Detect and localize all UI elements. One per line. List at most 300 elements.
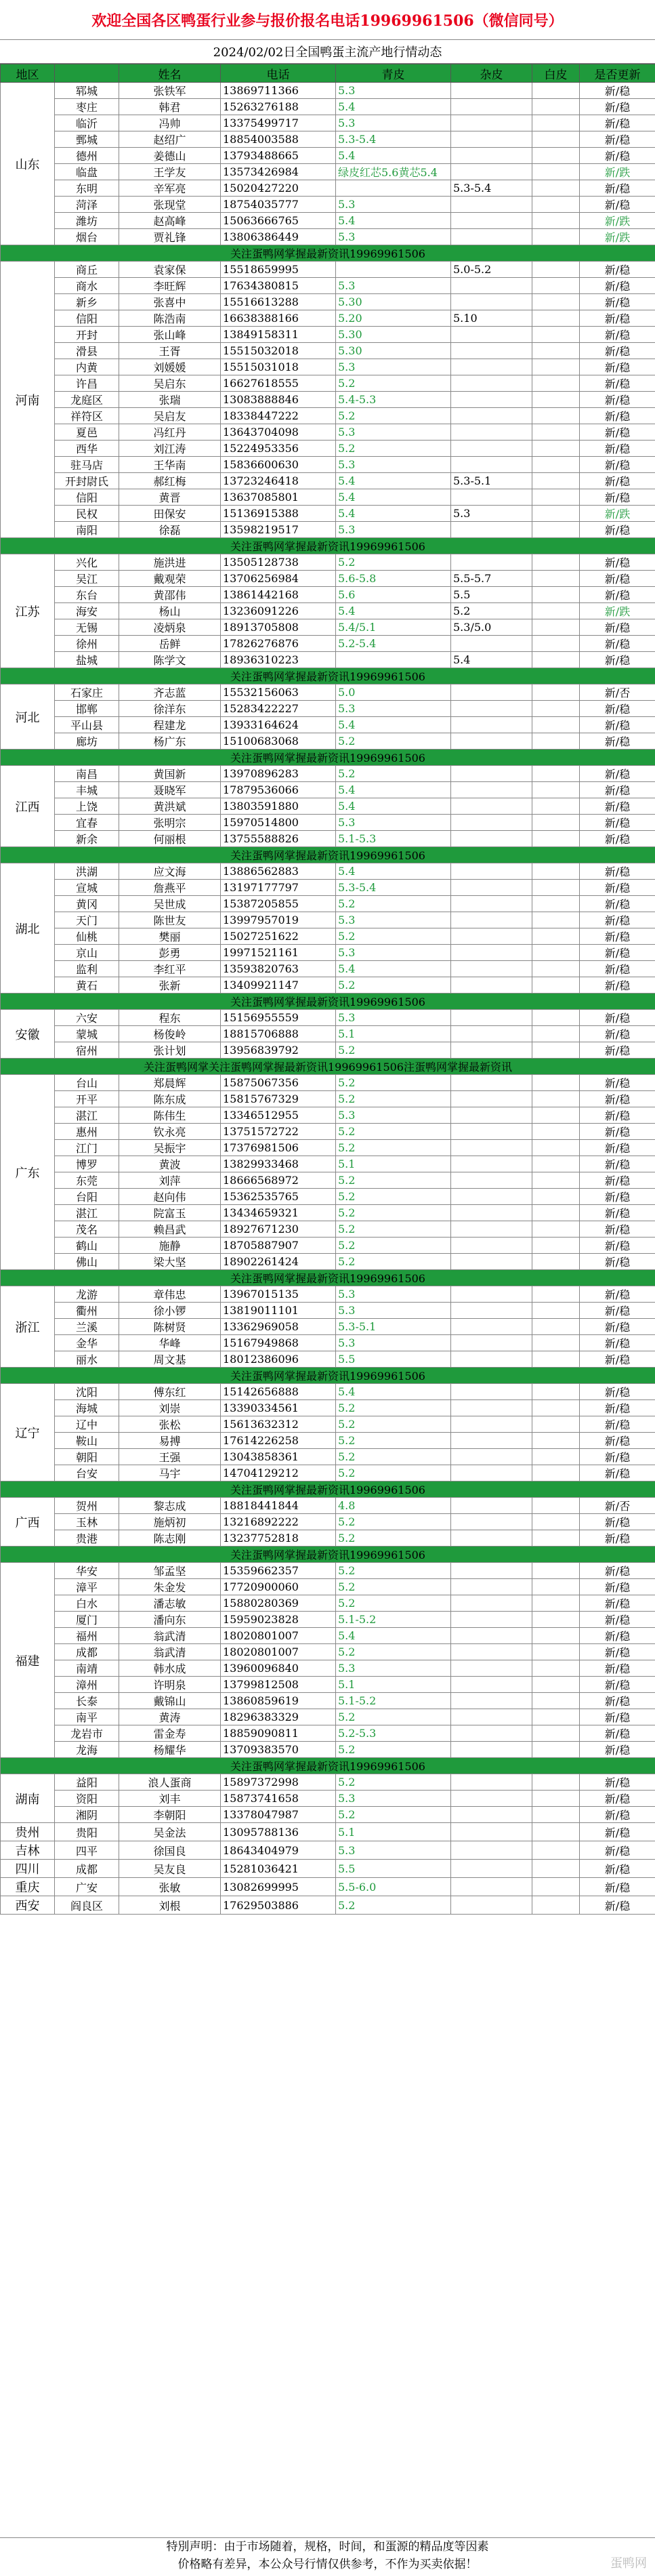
upd-cell: 新/稳 <box>580 1091 655 1107</box>
name-cell: 王学友 <box>119 164 221 180</box>
phone-cell: 15263276188 <box>221 99 336 115</box>
white-cell <box>532 1303 580 1319</box>
name-cell: 钦永亮 <box>119 1124 221 1140</box>
phone-cell: 13869711366 <box>221 83 336 99</box>
header-white-shell: 白皮 <box>532 64 580 83</box>
table-row <box>1 554 655 571</box>
green-cell: 5.3 <box>336 83 451 99</box>
green-cell: 5.3-5.4 <box>336 131 451 148</box>
upd-cell: 新/稳 <box>580 294 655 310</box>
name-cell: 韩君 <box>119 99 221 115</box>
table-row <box>1 1791 655 1807</box>
table-row <box>1 164 655 180</box>
upd-cell: 新/稳 <box>580 1530 655 1547</box>
city-cell: 上饶 <box>55 798 119 815</box>
green-cell: 5.4 <box>336 473 451 489</box>
table-row <box>1 1010 655 1026</box>
table-row <box>1 180 655 197</box>
city-cell: 无锡 <box>55 619 119 636</box>
phone-cell: 18927671230 <box>221 1221 336 1238</box>
white-cell <box>532 83 580 99</box>
city-cell: 兴化 <box>55 554 119 571</box>
green-cell: 5.2 <box>336 408 451 424</box>
white-cell <box>532 1660 580 1677</box>
table-row <box>1 375 655 392</box>
table-row <box>1 262 655 278</box>
white-cell <box>532 424 580 441</box>
mixed-cell: 5.4 <box>451 652 532 668</box>
city-cell: 潍坊 <box>55 213 119 229</box>
mixed-cell <box>451 1042 532 1059</box>
upd-cell: 新/稳 <box>580 424 655 441</box>
green-cell: 5.3-5.4 <box>336 880 451 896</box>
phone-cell: 14704129212 <box>221 1465 336 1481</box>
table-row <box>1 1319 655 1335</box>
white-cell <box>532 652 580 668</box>
city-cell: 四平 <box>55 1841 119 1860</box>
upd-cell: 新/稳 <box>580 392 655 408</box>
header-name: 姓名 <box>119 64 221 83</box>
mixed-cell <box>451 977 532 994</box>
phone-cell: 18936310223 <box>221 652 336 668</box>
white-cell <box>532 294 580 310</box>
city-cell: 开封 <box>55 327 119 343</box>
green-cell: 5.4 <box>336 782 451 798</box>
upd-cell: 新/稳 <box>580 945 655 961</box>
phone-cell: 15515031018 <box>221 359 336 375</box>
green-cell: 5.5-6.0 <box>336 1878 451 1896</box>
city-cell: 博罗 <box>55 1156 119 1172</box>
phone-cell: 13637085801 <box>221 489 336 506</box>
header-city <box>55 64 119 83</box>
upd-cell: 新/稳 <box>580 359 655 375</box>
white-cell <box>532 1595 580 1612</box>
city-cell: 天门 <box>55 912 119 928</box>
name-cell: 吴启东 <box>119 375 221 392</box>
green-cell: 5.2 <box>336 1742 451 1758</box>
phone-cell: 18012386096 <box>221 1351 336 1368</box>
green-cell: 5.2 <box>336 1579 451 1595</box>
city-cell: 辽中 <box>55 1416 119 1433</box>
name-cell: 朱金发 <box>119 1579 221 1595</box>
white-cell <box>532 701 580 717</box>
upd-cell: 新/稳 <box>580 327 655 343</box>
green-cell <box>336 262 451 278</box>
city-cell: 金华 <box>55 1335 119 1351</box>
table-row <box>1 1579 655 1595</box>
mixed-cell <box>451 375 532 392</box>
table-row <box>1 1595 655 1612</box>
city-cell: 商丘 <box>55 262 119 278</box>
white-cell <box>532 1042 580 1059</box>
upd-cell: 新/稳 <box>580 489 655 506</box>
city-cell: 郓城 <box>55 83 119 99</box>
table-row <box>1 99 655 115</box>
mixed-cell <box>451 1107 532 1124</box>
table-row <box>1 359 655 375</box>
upd-cell: 新/稳 <box>580 961 655 977</box>
upd-cell: 新/跌 <box>580 213 655 229</box>
name-cell: 郑晨辉 <box>119 1075 221 1091</box>
name-cell: 岳鲜 <box>119 636 221 652</box>
white-cell <box>532 1449 580 1465</box>
white-cell <box>532 1433 580 1449</box>
white-cell <box>532 359 580 375</box>
phone-cell: 13434659321 <box>221 1205 336 1221</box>
table-row <box>1 1221 655 1238</box>
notice-row <box>1 538 655 554</box>
mixed-cell <box>451 1725 532 1742</box>
name-cell: 马宇 <box>119 1465 221 1481</box>
region-cell: 河南 <box>1 262 55 538</box>
phone-cell: 13593820763 <box>221 961 336 977</box>
upd-cell: 新/稳 <box>580 262 655 278</box>
header-region: 地区 <box>1 64 55 83</box>
name-cell: 戴观荣 <box>119 571 221 587</box>
white-cell <box>532 1254 580 1270</box>
name-cell: 张明宗 <box>119 815 221 831</box>
upd-cell: 新/稳 <box>580 1612 655 1628</box>
name-cell: 杨俊岭 <box>119 1026 221 1042</box>
city-cell: 临沂 <box>55 115 119 131</box>
table-row <box>1 1628 655 1644</box>
green-cell: 5.4/5.1 <box>336 619 451 636</box>
table-row <box>1 733 655 750</box>
city-cell: 南昌 <box>55 766 119 782</box>
price-table <box>0 64 655 1915</box>
city-cell: 南阳 <box>55 522 119 538</box>
white-cell <box>532 912 580 928</box>
name-cell: 应文海 <box>119 863 221 880</box>
name-cell: 华峰 <box>119 1335 221 1351</box>
white-cell <box>532 1742 580 1758</box>
phone-cell: 13197177797 <box>221 880 336 896</box>
table-row <box>1 1774 655 1791</box>
white-cell <box>532 278 580 294</box>
phone-cell: 15100683068 <box>221 733 336 750</box>
table-row <box>1 392 655 408</box>
table-row <box>1 441 655 457</box>
phone-cell: 18666568972 <box>221 1172 336 1189</box>
city-cell: 南平 <box>55 1709 119 1725</box>
header-mixed-shell: 杂皮 <box>451 64 532 83</box>
phone-cell: 13598219517 <box>221 522 336 538</box>
name-cell: 吴启友 <box>119 408 221 424</box>
upd-cell: 新/跌 <box>580 603 655 619</box>
table-row <box>1 863 655 880</box>
phone-cell: 13083888846 <box>221 392 336 408</box>
upd-cell: 新/稳 <box>580 1384 655 1400</box>
green-cell: 5.2-5.4 <box>336 636 451 652</box>
table-header-row <box>1 64 655 83</box>
white-cell <box>532 408 580 424</box>
city-cell: 黄石 <box>55 977 119 994</box>
green-cell: 5.2 <box>336 1091 451 1107</box>
name-cell: 陈浩南 <box>119 310 221 327</box>
green-cell: 5.2 <box>336 1042 451 1059</box>
white-cell <box>532 310 580 327</box>
phone-cell: 13082699995 <box>221 1878 336 1896</box>
table-row <box>1 603 655 619</box>
region-cell: 江苏 <box>1 554 55 668</box>
name-cell: 黄涛 <box>119 1709 221 1725</box>
name-cell: 辛军亮 <box>119 180 221 197</box>
name-cell: 张铁军 <box>119 83 221 99</box>
city-cell: 开平 <box>55 1091 119 1107</box>
mixed-cell <box>451 701 532 717</box>
phone-cell: 13997957019 <box>221 912 336 928</box>
mixed-cell <box>451 1514 532 1530</box>
city-cell: 南靖 <box>55 1660 119 1677</box>
mixed-cell <box>451 83 532 99</box>
name-cell: 徐国良 <box>119 1841 221 1860</box>
city-cell: 京山 <box>55 945 119 961</box>
green-cell: 5.1 <box>336 1156 451 1172</box>
city-cell: 广安 <box>55 1878 119 1896</box>
name-cell: 施洪进 <box>119 554 221 571</box>
city-cell: 丰城 <box>55 782 119 798</box>
name-cell: 杨广东 <box>119 733 221 750</box>
upd-cell: 新/跌 <box>580 164 655 180</box>
table-row <box>1 571 655 587</box>
city-cell: 吴江 <box>55 571 119 587</box>
mixed-cell <box>451 1221 532 1238</box>
table-row <box>1 815 655 831</box>
name-cell: 郝红梅 <box>119 473 221 489</box>
white-cell <box>532 1677 580 1693</box>
table-row <box>1 1075 655 1091</box>
name-cell: 翁武清 <box>119 1644 221 1660</box>
mixed-cell <box>451 115 532 131</box>
mixed-cell <box>451 554 532 571</box>
green-cell: 5.2 <box>336 928 451 945</box>
phone-cell: 13860859619 <box>221 1693 336 1709</box>
name-cell: 张喜中 <box>119 294 221 310</box>
mixed-cell <box>451 1612 532 1628</box>
phone-cell: 13709383570 <box>221 1742 336 1758</box>
mixed-cell <box>451 392 532 408</box>
upd-cell: 新/稳 <box>580 1823 655 1841</box>
notice-row <box>1 1059 655 1075</box>
phone-cell: 15020427220 <box>221 180 336 197</box>
white-cell <box>532 1563 580 1579</box>
phone-cell: 15613632312 <box>221 1416 336 1433</box>
banner-title: 欢迎全国各区鸭蛋行业参与报价报名电话19969961506（微信同号） <box>0 0 655 40</box>
notice-row <box>1 847 655 863</box>
mixed-cell <box>451 1644 532 1660</box>
green-cell: 5.4 <box>336 863 451 880</box>
table-row <box>1 1563 655 1579</box>
phone-cell: 13236091226 <box>221 603 336 619</box>
green-cell: 5.5 <box>336 1860 451 1878</box>
white-cell <box>532 213 580 229</box>
city-cell: 仙桃 <box>55 928 119 945</box>
phone-cell: 13362969058 <box>221 1319 336 1335</box>
table-row <box>1 766 655 782</box>
white-cell <box>532 131 580 148</box>
name-cell: 黄波 <box>119 1156 221 1172</box>
table-row <box>1 115 655 131</box>
mixed-cell <box>451 1351 532 1368</box>
name-cell: 赵高峰 <box>119 213 221 229</box>
white-cell <box>532 603 580 619</box>
white-cell <box>532 375 580 392</box>
upd-cell: 新/稳 <box>580 1896 655 1915</box>
table-row <box>1 1172 655 1189</box>
table-row <box>1 1465 655 1481</box>
phone-cell: 17614226258 <box>221 1433 336 1449</box>
name-cell: 翁武清 <box>119 1628 221 1644</box>
city-cell: 徐州 <box>55 636 119 652</box>
white-cell <box>532 782 580 798</box>
white-cell <box>532 554 580 571</box>
upd-cell: 新/稳 <box>580 1841 655 1860</box>
disclaimer-line-2: 价格略有差异，本公众号行情仅供参考，不作为买卖依据！ <box>0 2556 655 2573</box>
name-cell: 杨耀华 <box>119 1742 221 1758</box>
mixed-cell <box>451 1400 532 1416</box>
phone-cell: 18913705808 <box>221 619 336 636</box>
table-row <box>1 1693 655 1709</box>
city-cell: 监利 <box>55 961 119 977</box>
white-cell <box>532 928 580 945</box>
name-cell: 李朝阳 <box>119 1807 221 1823</box>
name-cell: 张现堂 <box>119 197 221 213</box>
city-cell: 驻马店 <box>55 457 119 473</box>
phone-cell: 13043858361 <box>221 1449 336 1465</box>
table-row <box>1 1254 655 1270</box>
mixed-cell <box>451 1124 532 1140</box>
upd-cell: 新/稳 <box>580 310 655 327</box>
upd-cell: 新/稳 <box>580 1878 655 1896</box>
white-cell <box>532 229 580 245</box>
white-cell <box>532 197 580 213</box>
city-cell: 夏邑 <box>55 424 119 441</box>
mixed-cell <box>451 359 532 375</box>
region-cell: 重庆 <box>1 1878 55 1896</box>
green-cell: 绿皮红芯5.6黄芯5.4 <box>336 164 451 180</box>
phone-cell: 17879536066 <box>221 782 336 798</box>
white-cell <box>532 441 580 457</box>
green-cell: 5.4 <box>336 717 451 733</box>
mixed-cell <box>451 164 532 180</box>
green-cell: 5.2 <box>336 1205 451 1221</box>
table-row <box>1 522 655 538</box>
phone-cell: 15880280369 <box>221 1595 336 1612</box>
name-cell: 贾礼锋 <box>119 229 221 245</box>
table-body <box>1 83 655 1915</box>
name-cell: 姜德山 <box>119 148 221 164</box>
phone-cell: 17720900060 <box>221 1579 336 1595</box>
mixed-cell: 5.0-5.2 <box>451 262 532 278</box>
green-cell: 5.2 <box>336 1807 451 1823</box>
phone-cell: 13237752818 <box>221 1530 336 1547</box>
table-row <box>1 148 655 164</box>
phone-cell: 15387205855 <box>221 896 336 912</box>
city-cell: 石家庄 <box>55 684 119 701</box>
name-cell: 潘向东 <box>119 1612 221 1628</box>
table-row <box>1 1841 655 1860</box>
city-cell: 内黄 <box>55 359 119 375</box>
city-cell: 贺州 <box>55 1498 119 1514</box>
white-cell <box>532 977 580 994</box>
upd-cell: 新/稳 <box>580 896 655 912</box>
white-cell <box>532 1319 580 1335</box>
phone-cell: 17826276876 <box>221 636 336 652</box>
upd-cell: 新/稳 <box>580 1725 655 1742</box>
white-cell <box>532 1075 580 1091</box>
name-cell: 易搏 <box>119 1433 221 1449</box>
table-row <box>1 1742 655 1758</box>
name-cell: 彭勇 <box>119 945 221 961</box>
green-cell: 5.3 <box>336 1660 451 1677</box>
upd-cell: 新/稳 <box>580 928 655 945</box>
upd-cell: 新/稳 <box>580 1449 655 1465</box>
white-cell <box>532 1807 580 1823</box>
header-updated: 是否更新 <box>580 64 655 83</box>
city-cell: 成都 <box>55 1644 119 1660</box>
mixed-cell <box>451 489 532 506</box>
green-cell: 5.1 <box>336 1823 451 1841</box>
city-cell: 信阳 <box>55 489 119 506</box>
phone-cell: 13933164624 <box>221 717 336 733</box>
city-cell: 新乡 <box>55 294 119 310</box>
region-cell: 四川 <box>1 1860 55 1878</box>
green-cell: 5.2 <box>336 1172 451 1189</box>
green-cell: 5.6-5.8 <box>336 571 451 587</box>
name-cell: 吴友良 <box>119 1860 221 1878</box>
city-cell: 阎良区 <box>55 1896 119 1915</box>
city-cell: 湘阴 <box>55 1807 119 1823</box>
name-cell: 冯帅 <box>119 115 221 131</box>
table-row <box>1 457 655 473</box>
name-cell: 杨山 <box>119 603 221 619</box>
name-cell: 刘根 <box>119 1896 221 1915</box>
phone-cell: 18020801007 <box>221 1628 336 1644</box>
phone-cell: 13375499717 <box>221 115 336 131</box>
upd-cell: 新/稳 <box>580 815 655 831</box>
green-cell: 4.8 <box>336 1498 451 1514</box>
city-cell: 信阳 <box>55 310 119 327</box>
report-date-title: 2024/02/02日全国鸭蛋主流产地行情动态 <box>0 40 655 64</box>
city-cell: 贵港 <box>55 1530 119 1547</box>
phone-cell: 13573426984 <box>221 164 336 180</box>
upd-cell: 新/否 <box>580 684 655 701</box>
green-cell: 5.2 <box>336 1416 451 1433</box>
upd-cell: 新/稳 <box>580 733 655 750</box>
name-cell: 詹燕平 <box>119 880 221 896</box>
phone-cell: 13960096840 <box>221 1660 336 1677</box>
white-cell <box>532 1156 580 1172</box>
name-cell: 吴金法 <box>119 1823 221 1841</box>
city-cell: 民权 <box>55 506 119 522</box>
white-cell <box>532 1896 580 1915</box>
green-cell: 5.2 <box>336 1595 451 1612</box>
mixed-cell <box>451 294 532 310</box>
green-cell: 5.3 <box>336 1286 451 1303</box>
white-cell <box>532 99 580 115</box>
table-row <box>1 1530 655 1547</box>
notice-text: 关注蛋鸭网掌握最新资讯19969961506 <box>1 1481 655 1498</box>
notice-row <box>1 1368 655 1384</box>
table-row <box>1 1335 655 1351</box>
green-cell: 5.3 <box>336 197 451 213</box>
upd-cell: 新/稳 <box>580 782 655 798</box>
phone-cell: 17629503886 <box>221 1896 336 1915</box>
phone-cell: 13706256984 <box>221 571 336 587</box>
white-cell <box>532 684 580 701</box>
phone-cell: 13819011101 <box>221 1303 336 1319</box>
name-cell: 章伟忠 <box>119 1286 221 1303</box>
